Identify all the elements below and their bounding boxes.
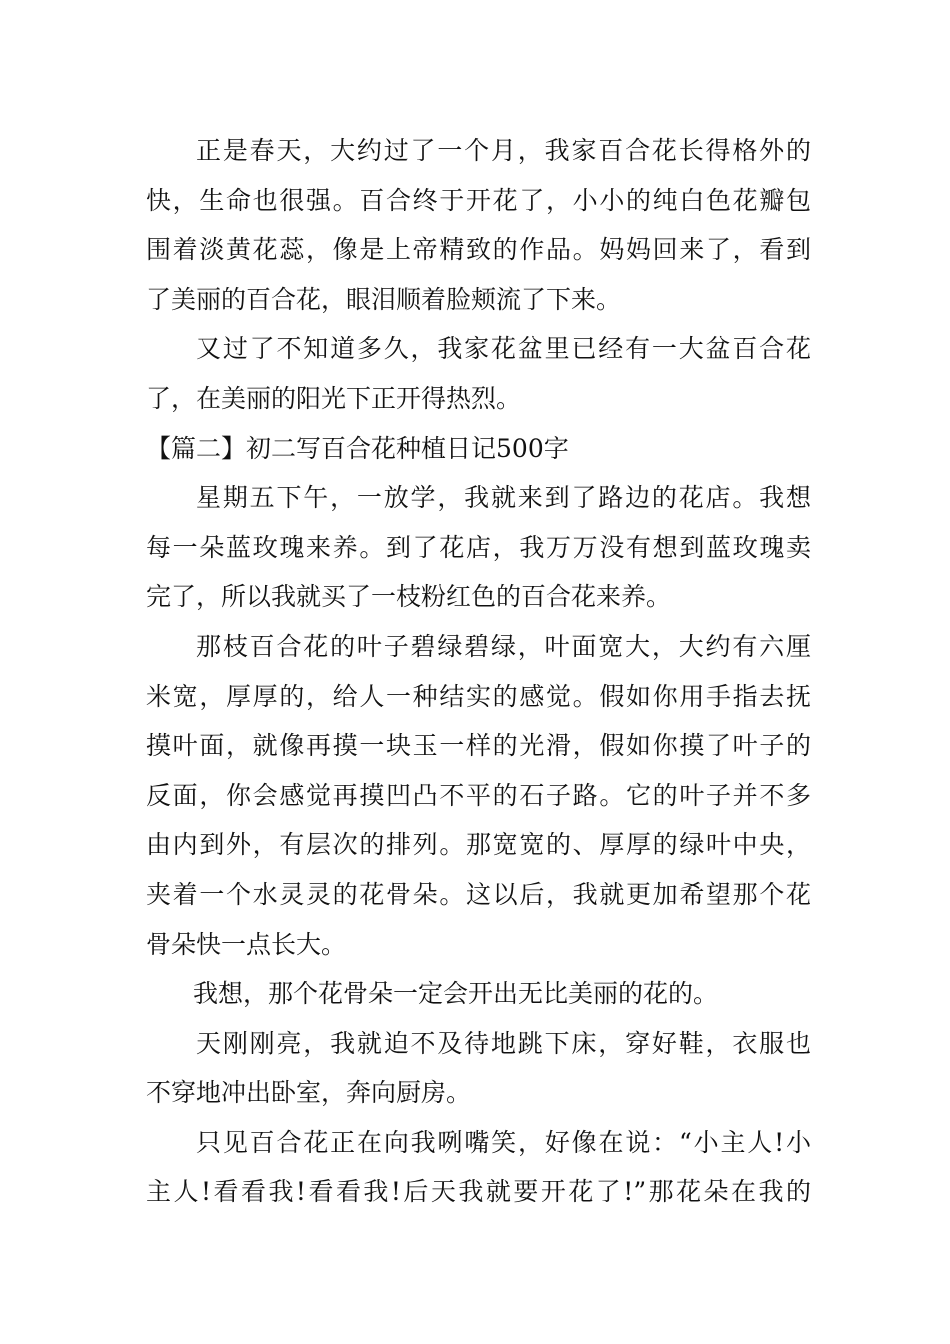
paragraph-line: 快，生命也很强。百合终于开花了，小小的纯白色花瓣包 <box>146 185 811 215</box>
paragraph-line: 摸叶面，就像再摸一块玉一样的光滑，假如你摸了叶子的 <box>146 731 811 761</box>
paragraph-line: 反面，你会感觉再摸凹凸不平的石子路。它的叶子并不多 <box>146 780 811 810</box>
paragraph-line: 那枝百合花的叶子碧绿碧绿，叶面宽大，大约有六厘 <box>196 631 811 661</box>
paragraph-line: 正是春天，大约过了一个月，我家百合花长得格外的 <box>196 136 811 165</box>
paragraph-line: 骨朵快一点长大。 <box>146 929 347 959</box>
paragraph-line: 只见百合花正在向我咧嘴笑，好像在说：“小主人!小 <box>196 1127 811 1157</box>
section-heading: 【篇二】初二写百合花种植日记500字 <box>146 433 569 463</box>
paragraph-line: 天刚刚亮，我就迫不及待地跳下床，穿好鞋，衣服也 <box>196 1028 811 1058</box>
paragraph-line: 米宽，厚厚的，给人一种结实的感觉。假如你用手指去抚 <box>146 681 811 711</box>
paragraph-line: 又过了不知道多久，我家花盆里已经有一大盆百合花 <box>196 334 811 364</box>
paragraph-line: 由内到外，有层次的排列。那宽宽的、厚厚的绿叶中央， <box>146 830 811 860</box>
paragraph-line: 夹着一个水灵灵的花骨朵。这以后，我就更加希望那个花 <box>146 879 811 909</box>
paragraph-line: 了，在美丽的阳光下正开得热烈。 <box>146 383 522 413</box>
document-body <box>146 126 811 1217</box>
paragraph-line: 完了，所以我就买了一枝粉红色的百合花来养。 <box>146 582 672 612</box>
paragraph-line: 主人!看看我!看看我!后天我就要开花了!”那花朵在我的 <box>146 1177 811 1207</box>
paragraph-line: 不穿地冲出卧室，奔向厨房。 <box>146 1078 472 1108</box>
paragraph-line: 我想，那个花骨朵一定会开出无比美丽的花的。 <box>193 979 719 1009</box>
paragraph-line: 了美丽的百合花，眼泪顺着脸颊流了下来。 <box>146 284 622 314</box>
paragraph-line: 星期五下午，一放学，我就来到了路边的花店。我想 <box>196 483 811 513</box>
paragraph-line: 围着淡黄花蕊，像是上帝精致的作品。妈妈回来了，看到 <box>146 235 811 265</box>
paragraph-line: 每一朵蓝玫瑰来养。到了花店，我万万没有想到蓝玫瑰卖 <box>146 532 811 562</box>
